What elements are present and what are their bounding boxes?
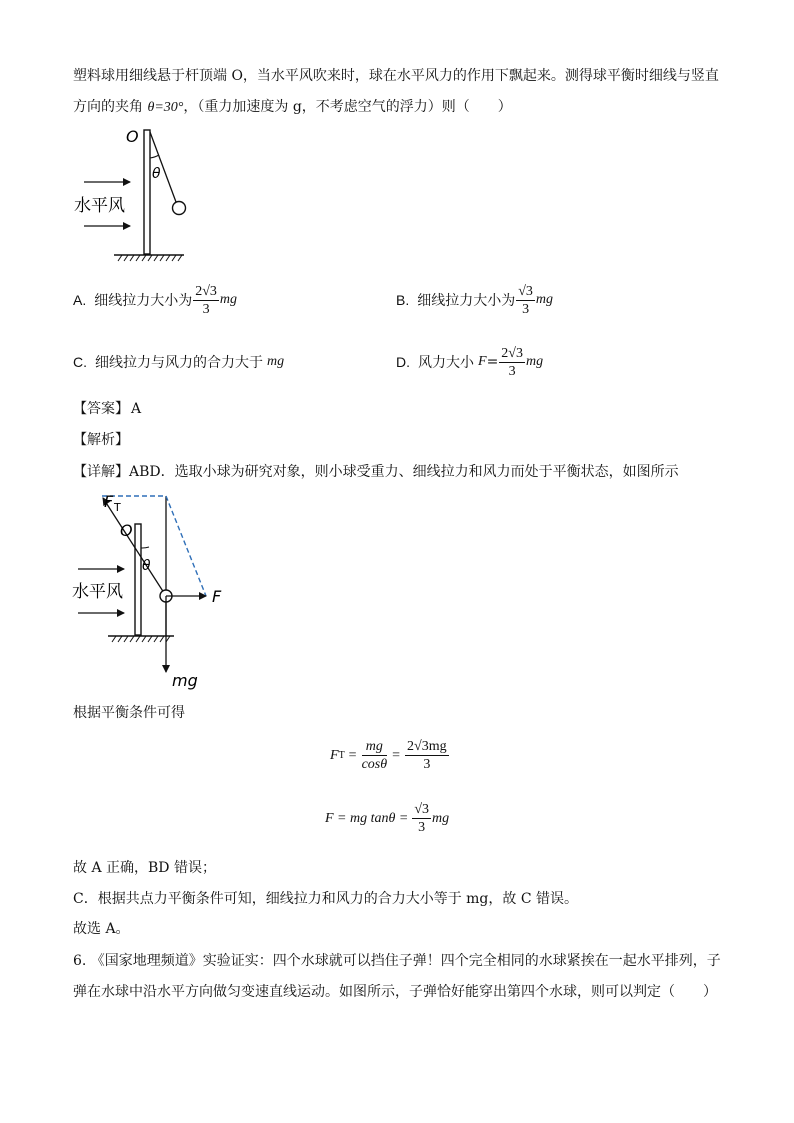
wind-label: 水平风 [74,196,125,216]
figure-force-diagram [70,486,240,696]
option-d-tail: mg [525,354,544,369]
option-b-tail: mg [535,292,554,307]
eq2-fraction-denominator: 3 [418,820,426,835]
question-line-2-prefix: 方向的夹角 [73,99,148,115]
option-b-denominator: 3 [522,301,530,317]
eq1-equals-1: = [348,747,357,763]
option-b-label: B. [396,292,410,308]
option-a[interactable] [73,278,237,322]
eq1-fraction-1-denominator: cosθ [361,757,388,772]
conclusion-3: 故选 A。 [73,921,130,937]
option-c-text: 细线拉力与风力的合力大于 [95,355,263,371]
option-d-var: F [478,354,487,369]
tension-sub-label: T [114,501,121,514]
answer-value: A [131,401,142,417]
option-a-text: 细线拉力大小为 [94,293,193,309]
option-a-label: A. [73,292,87,308]
option-d-label: D. [396,354,410,370]
equilibrium-text: 根据平衡条件可得 [73,705,185,721]
conclusion-1: 故 A 正确，BD 错误； [73,860,216,876]
option-c[interactable] [73,340,284,384]
answer-tag: 【答案】 [73,401,129,417]
option-c-tail: mg [267,354,285,369]
option-b-numerator: √3 [518,283,533,299]
option-b[interactable] [396,278,553,322]
wind-force-label: F [212,587,222,606]
question-line-2 [73,97,512,118]
next-question-line-2: 弹在水球中沿水平方向做匀变速直线运动。如图所示，子弹恰好能穿出第四个水球，则可以判定（ ） [73,984,717,1000]
option-d-fraction [499,345,525,380]
detail-line [73,462,679,482]
theta-label: θ [142,558,151,574]
eq1-fraction-2 [405,738,449,773]
angle-arc [150,155,159,158]
option-a-denominator: 3 [202,301,210,317]
option-a-fraction [193,283,219,318]
ball [173,202,186,215]
figure-pendulum-in-wind [70,122,200,264]
option-d-text: 风力大小 [418,355,474,371]
question-line-1: 塑料球用细线悬于杆顶端 O，当水平风吹来时，球在水平风力的作用下飘起来。测得球平衡时细线与竖直 [73,68,719,84]
option-d-denominator: 3 [508,363,516,379]
equation-tension [330,738,450,773]
eq1-fraction-1 [362,738,388,773]
ground-hatch [112,636,170,642]
option-b-fraction [516,283,535,318]
eq2-fraction [412,801,431,836]
dashed-construction-line [166,496,206,596]
eq2-fraction-numerator: √3 [414,802,430,817]
eq1-fraction-2-denominator: 3 [423,757,431,772]
option-a-numerator: 2√3 [195,283,217,299]
option-b-text: 细线拉力大小为 [417,293,516,309]
theta-label: θ [152,166,161,182]
gravity-label: mg [172,671,198,690]
point-o-label: O [120,521,133,540]
eq1-equals-2: = [392,747,401,763]
wind-label: 水平风 [72,582,123,602]
point-o-label: O [126,127,139,146]
option-d-numerator: 2√3 [501,345,523,361]
eq2-lhs: F = mg tanθ = [325,810,409,826]
eq1-fraction-2-numerator: 2√3mg [407,739,447,754]
eq1-fraction-1-numerator: mg [362,738,388,756]
tension-label: F [104,492,114,511]
answer-line [73,399,141,419]
detail-tag: 【详解】 [73,464,129,480]
next-question-line-1: 6. 《国家地理频道》实验证实：四个水球就可以挡住子弹！四个完全相同的水球紧挨在一起水平排列，子 [73,953,721,969]
pole [144,130,150,254]
eq1-lhs: F [330,747,339,763]
pole [135,524,141,635]
option-d-eq: = [486,354,499,370]
angle-arc [141,547,149,548]
conclusion-2: C．根据共点力平衡条件可知，细线拉力和风力的合力大小等于 mg，故 C 错误。 [73,891,579,907]
option-d[interactable] [396,340,543,384]
theta-equation: θ=30° [147,100,184,115]
ground-hatch [118,255,182,261]
analysis-tag: 【解析】 [73,432,129,448]
option-c-label: C. [73,354,87,370]
option-a-tail: mg [219,292,238,307]
eq2-tail: mg [432,810,450,826]
detail-text: ABD．选取小球为研究对象，则小球受重力、细线拉力和风力而处于平衡状态，如图所示 [129,464,679,480]
eq1-lhs-sub: T [338,750,345,761]
question-line-2-suffix: ，（重力加速度为 g，不考虑空气的浮力）则（ ） [183,99,512,115]
equation-wind-force [325,801,449,836]
